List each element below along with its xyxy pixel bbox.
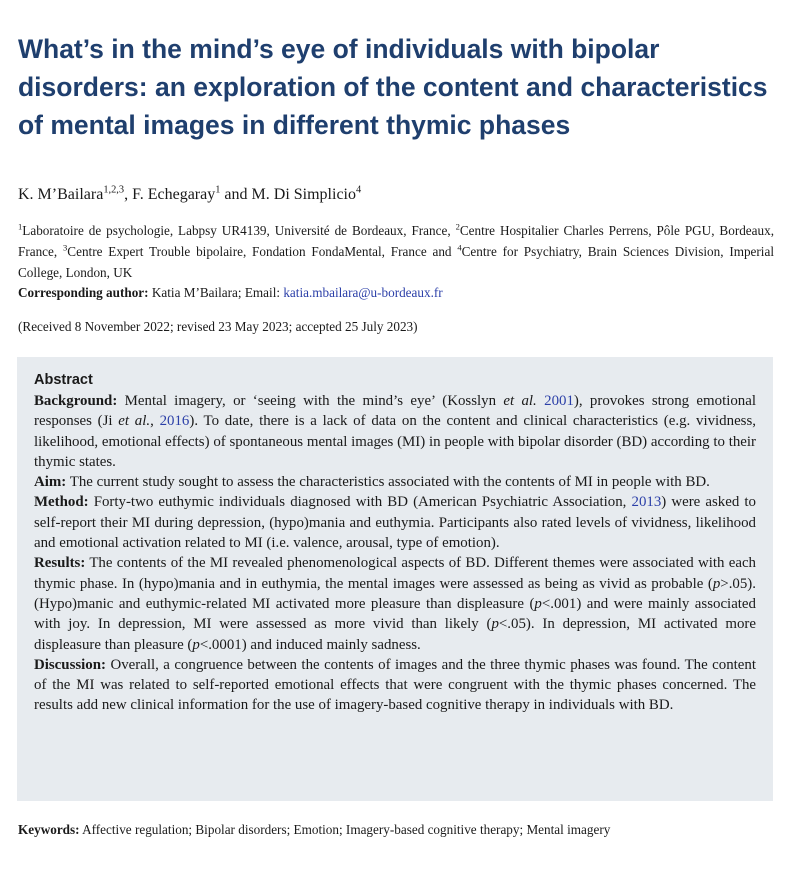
p-value-symbol: p — [491, 616, 499, 633]
abstract-method — [34, 492, 756, 553]
abstract-background — [34, 391, 756, 472]
abstract-heading: Abstract — [34, 372, 93, 388]
p-value-symbol: p — [192, 636, 200, 653]
section-label: Discussion: — [34, 656, 106, 673]
abstract-text: <.05). In depression, MI activated more displeasure than pleasure ( — [34, 616, 756, 653]
author-separator: , — [124, 186, 133, 203]
abstract-aim — [34, 472, 756, 492]
affiliation-number: 1 — [18, 221, 23, 232]
author-name: M. Di Simplicio — [251, 186, 356, 203]
affiliations — [18, 220, 774, 283]
abstract-results — [34, 553, 756, 654]
p-value-symbol: p — [712, 575, 721, 592]
section-label: Method: — [34, 494, 89, 511]
section-label: Results: — [34, 555, 86, 572]
abstract-text: Forty-two euthymic individuals diagnosed with BD (American Psychiatric Association, — [88, 494, 632, 511]
abstract-text: <.0001) and induced mainly sadness. — [199, 636, 421, 653]
abstract-italic: et al. — [118, 413, 151, 430]
citation-link[interactable]: 2016 — [159, 413, 190, 430]
citation-link[interactable]: 2013 — [631, 494, 662, 511]
author-list — [18, 185, 778, 205]
affiliation-number: 2 — [455, 221, 460, 232]
corresponding-author — [18, 283, 778, 303]
author-name: K. M’Bailara — [18, 186, 104, 203]
abstract-italic: et al. — [503, 393, 537, 409]
abstract-discussion — [34, 655, 756, 716]
p-value-symbol: p — [534, 595, 542, 612]
affiliation-marker: 1 — [215, 184, 221, 196]
email-link[interactable]: katia.mbailara@u-bordeaux.fr — [283, 285, 443, 300]
affiliation-text: Centre Expert Trouble bipolaire, Fondation FondaMental, France and — [67, 244, 458, 259]
author-separator: and — [220, 186, 252, 203]
abstract-text: ) were asked to self-report their MI during depression, (hypo)mania and euthymia. Participants also rated levels of vividness, likelihood and emotional activation related to MI (i.e. valence, arousal, type of emotion). — [34, 494, 757, 552]
abstract-text: ). To date, there is a lack of data on the content and clinical characteristics (e.g. vividness, likelihood, emotional effects) of spontaneous mental images (MI) in people with bipolar disorder (BD) according to their thymic states. — [34, 413, 756, 470]
keywords — [18, 820, 778, 840]
abstract-text: <.001) and were mainly associated with joy. In depression, MI were assessed as more vivid than likely ( — [34, 595, 756, 633]
abstract-text: ), provokes strong emotional responses (Ji — [34, 393, 756, 430]
abstract-text: , — [150, 413, 160, 430]
abstract-text: Mental imagery, or ‘seeing with the mind’s eye’ (Kosslyn — [117, 393, 504, 409]
citation-link[interactable]: 2001 — [544, 393, 574, 409]
affiliation-text: Centre for Psychiatry, Brain Sciences Division, Imperial College, London, UK — [18, 244, 774, 280]
abstract-box — [17, 357, 773, 801]
author-name: F. Echegaray — [132, 186, 216, 203]
corresponding-label: Corresponding author: — [18, 285, 149, 300]
affiliation-marker: 1,2,3 — [103, 184, 125, 196]
affiliation-text: Centre Hospitalier Charles Perrens, Pôle PGU, Bordeaux, France, — [18, 223, 774, 259]
affiliation-marker: 4 — [355, 184, 362, 196]
abstract-text: The contents of the MI revealed phenomenological aspects of BD. Different themes were associated with each thymic phase. In (hypo)mania and in euthymia, the mental images were assessed as being as vivid as probable ( — [34, 555, 756, 592]
corresponding-text: Katia M’Bailara; Email: — [148, 285, 284, 300]
abstract-text: >.05). (Hypo)manic and euthymic-related MI activated more pleasure than displeasure ( — [34, 575, 756, 612]
affiliation-text: Laboratoire de psychologie, Labpsy UR4139, Université de Bordeaux, France, — [22, 223, 456, 238]
affiliation-number: 4 — [457, 242, 462, 253]
abstract-text: Overall, a congruence between the contents of images and the three thymic phases was found. The content of the MI was related to self-reported emotional effects that were congruent with the thymic phases concerned. The results add new clinical information for the use of imagery-based cognitive therapy in individuals with BD. — [34, 656, 756, 714]
affiliation-number: 3 — [63, 242, 68, 253]
abstract-text: The current study sought to assess the characteristics associated with the contents of MI in people with BD. — [66, 474, 710, 491]
keywords-label: Keywords: — [18, 822, 80, 837]
paper-title: What’s in the mind’s eye of individuals with bipolar disorders: an exploration of the content and characteristics of mental images in different thymic phases — [18, 34, 768, 140]
section-label: Background: — [34, 393, 118, 409]
keywords-text: Affective regulation; Bipolar disorders; Emotion; Imagery-based cognitive therapy; Mental imagery — [79, 822, 611, 837]
section-label: Aim: — [34, 474, 67, 491]
received-dates: (Received 8 November 2022; revised 23 May 2023; accepted 25 July 2023) — [18, 319, 418, 334]
